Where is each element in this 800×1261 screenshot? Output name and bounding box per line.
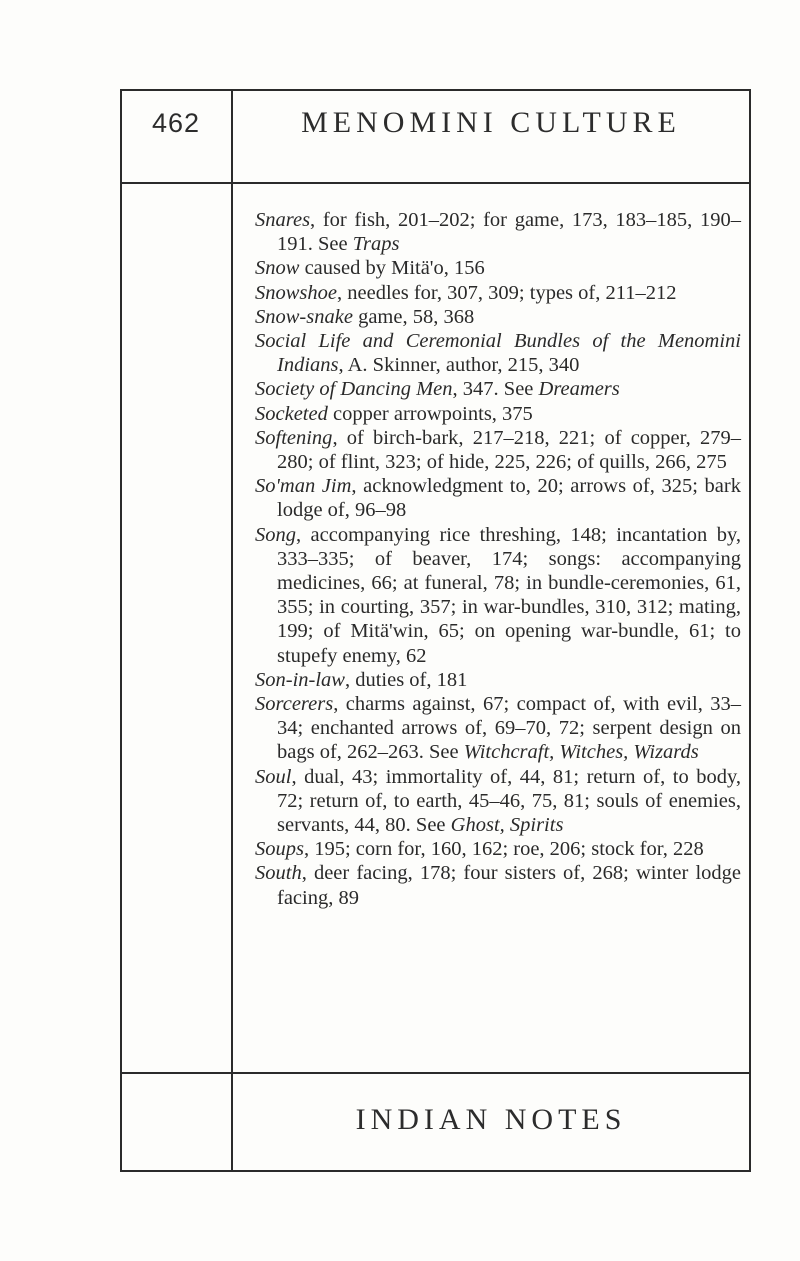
index-locators: , for fish, 201–202; for game, 173, 183–185, 190–191. See	[277, 209, 741, 256]
index-entry	[255, 692, 741, 765]
index-locators: , dual, 43; immortality of, 44, 81; return of, to body, 72; return of, to earth, 45–46, 75, 81; souls of enemies, servants, 44, 80. See	[277, 765, 741, 837]
index-entry	[255, 281, 741, 305]
index-entry	[255, 377, 741, 401]
index-entries	[255, 208, 741, 910]
index-term: Social Life and Ceremonial Bundles of the Menomini Indians	[255, 330, 741, 377]
index-term: Soul	[255, 765, 292, 788]
index-entry	[255, 861, 741, 909]
cross-reference: Ghost, Spirits	[450, 814, 564, 837]
index-locators: game, 58, 368	[352, 305, 475, 328]
index-term: Softening	[255, 426, 333, 449]
footer-top-rule	[120, 1072, 750, 1074]
index-term: Socketed	[255, 402, 328, 425]
index-locators: , duties of, 181	[344, 668, 468, 691]
footer-text: INDIAN NOTES	[355, 1103, 627, 1136]
index-entry	[255, 256, 741, 280]
index-locators: , charms against, 67; compact of, with evil, 33–34; enchanted arrows of, 69–70, 72; serpent design on bags of, 262–263. See	[277, 693, 741, 764]
index-entry	[255, 305, 741, 329]
index-locators: , A. Skinner, author, 215, 340	[338, 354, 580, 377]
index-locators: , accompanying rice threshing, 148; incantation by, 333–335; of beaver, 174; songs: accompanying medicines, 66; at funeral, 78; in bundle-ceremonies, 61, 355; in courting, 357; in war-bundles, 310, 312; mating, 199; of Mitä'win, 65; on opening war-bundle, 61; to stupefy enemy, 62	[277, 523, 741, 667]
cross-reference: Traps	[352, 233, 400, 256]
index-entry	[255, 523, 741, 668]
index-term: Sorcerers	[255, 693, 334, 716]
index-term: Snowshoe	[255, 281, 337, 304]
left-border	[120, 89, 122, 1172]
index-term: Snow-snake	[255, 305, 353, 328]
header-bottom-rule	[120, 182, 750, 184]
index-locators: , 347. See	[452, 378, 539, 401]
index-term: Son-in-law	[255, 668, 345, 691]
index-entry	[255, 837, 741, 861]
index-term: So'man Jim	[255, 475, 352, 498]
index-locators: , 195; corn for, 160, 162; roe, 206; stock for, 228	[303, 838, 704, 861]
cross-reference: Witchcraft, Witches, Wizards	[463, 741, 699, 764]
running-head: MENOMINI CULTURE	[301, 106, 681, 139]
index-term: Song	[255, 523, 296, 546]
index-locators: , deer facing, 178; four sisters of, 268; winter lodge facing, 89	[277, 862, 741, 909]
page-number: 462	[151, 108, 201, 138]
column-divider	[231, 89, 233, 1172]
index-entry	[255, 765, 741, 838]
index-term: Society of Dancing Men	[255, 378, 453, 401]
index-entry	[255, 474, 741, 522]
header-top-rule	[120, 89, 750, 91]
index-locators: , needles for, 307, 309; types of, 211–212	[337, 281, 677, 304]
index-term: Soups	[255, 838, 304, 861]
index-term: South	[255, 862, 302, 885]
index-locators: , of birch-bark, 217–218, 221; of copper, 279–280; of flint, 323; of hide, 225, 226; of quills, 266, 275	[277, 426, 741, 474]
index-entry	[255, 426, 741, 474]
index-entry	[255, 668, 741, 692]
right-border	[749, 89, 751, 1172]
index-entry	[255, 402, 741, 426]
cross-reference: Dreamers	[538, 378, 620, 401]
index-locators: , acknowledgment to, 20; arrows of, 325; bark lodge of, 96–98	[277, 475, 741, 522]
index-locators: caused by Mitä'o, 156	[299, 257, 485, 280]
index-entry	[255, 208, 741, 256]
index-locators: copper arrowpoints, 375	[327, 402, 533, 425]
index-term: Snow	[255, 257, 300, 280]
index-term: Snares	[255, 209, 311, 231]
index-entry	[255, 329, 741, 377]
footer-bottom-rule	[120, 1170, 750, 1172]
